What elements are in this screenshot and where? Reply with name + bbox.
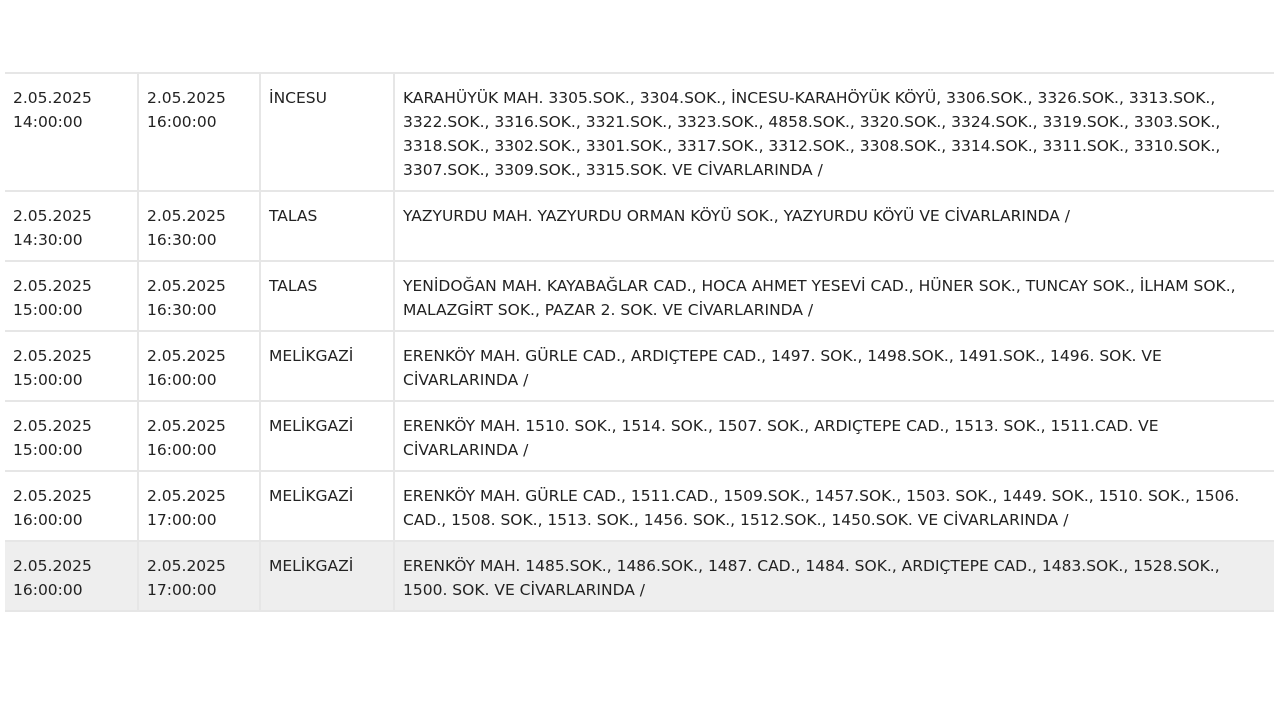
table-row — [5, 401, 1274, 471]
district-cell — [260, 191, 394, 261]
start-time: 2.05.2025 16:00:00 — [13, 487, 92, 529]
area-cell — [394, 73, 1274, 191]
end-time-cell — [138, 471, 260, 541]
table-row — [5, 73, 1274, 191]
area-cell — [394, 471, 1274, 541]
outage-table-body — [5, 73, 1274, 611]
area-cell — [394, 191, 1274, 261]
end-time: 2.05.2025 17:00:00 — [147, 487, 226, 529]
outage-table — [5, 72, 1274, 612]
start-time-cell — [5, 331, 138, 401]
table-row — [5, 331, 1274, 401]
affected-area: KARAHÜYÜK MAH. 3305.SOK., 3304.SOK., İNCESU-KARAHÖYÜK KÖYÜ, 3306.SOK., 3326.SOK., 3313.SOK., 3322.SOK., 3316.SOK., 3321.SOK., 3323.SOK., 4858.SOK., 3320.SOK., 3324.SOK., 3319.SOK., 3303.SOK., 3318.SOK., 3302.SOK., 3301.SOK., 3317.SOK., 3312.SOK., 3308.SOK., 3314.SOK., 3311.SOK., 3310.SOK., 3307.SOK., 3309.SOK., 3315.SOK. VE CİVARLARINDA / — [403, 89, 1221, 179]
affected-area: ERENKÖY MAH. GÜRLE CAD., ARDIÇTEPE CAD., 1497. SOK., 1498.SOK., 1491.SOK., 1496. SOK. VE CİVARLARINDA / — [403, 347, 1162, 389]
district-cell — [260, 331, 394, 401]
district-cell — [260, 471, 394, 541]
affected-area: ERENKÖY MAH. 1510. SOK., 1514. SOK., 1507. SOK., ARDIÇTEPE CAD., 1513. SOK., 1511.CAD. VE CİVARLARINDA / — [403, 417, 1159, 459]
table-row — [5, 191, 1274, 261]
start-time-cell — [5, 261, 138, 331]
affected-area: ERENKÖY MAH. 1485.SOK., 1486.SOK., 1487. CAD., 1484. SOK., ARDIÇTEPE CAD., 1483.SOK., 1528.SOK., 1500. SOK. VE CİVARLARINDA / — [403, 557, 1220, 599]
end-time-cell — [138, 401, 260, 471]
end-time-cell — [138, 541, 260, 611]
district-cell — [260, 261, 394, 331]
end-time: 2.05.2025 17:00:00 — [147, 557, 226, 599]
end-time: 2.05.2025 16:00:00 — [147, 347, 226, 389]
district: MELİKGAZİ — [269, 417, 354, 435]
start-time: 2.05.2025 15:00:00 — [13, 417, 92, 459]
district: TALAS — [269, 207, 318, 225]
district: MELİKGAZİ — [269, 347, 354, 365]
start-time-cell — [5, 73, 138, 191]
area-cell — [394, 401, 1274, 471]
end-time: 2.05.2025 16:30:00 — [147, 207, 226, 249]
table-row — [5, 261, 1274, 331]
start-time-cell — [5, 401, 138, 471]
end-time-cell — [138, 331, 260, 401]
start-time: 2.05.2025 15:00:00 — [13, 277, 92, 319]
district-cell — [260, 401, 394, 471]
affected-area: YENİDOĞAN MAH. KAYABAĞLAR CAD., HOCA AHMET YESEVİ CAD., HÜNER SOK., TUNCAY SOK., İLHAM SOK., MALAZGİRT SOK., PAZAR 2. SOK. VE CİVARLARINDA / — [403, 277, 1236, 319]
end-time-cell — [138, 191, 260, 261]
start-time: 2.05.2025 14:30:00 — [13, 207, 92, 249]
affected-area: ERENKÖY MAH. GÜRLE CAD., 1511.CAD., 1509.SOK., 1457.SOK., 1503. SOK., 1449. SOK., 1510. SOK., 1506. CAD., 1508. SOK., 1513. SOK., 1456. SOK., 1512.SOK., 1450.SOK. VE CİVARLARINDA / — [403, 487, 1240, 529]
end-time: 2.05.2025 16:30:00 — [147, 277, 226, 319]
start-time: 2.05.2025 14:00:00 — [13, 89, 92, 131]
affected-area: YAZYURDU MAH. YAZYURDU ORMAN KÖYÜ SOK., YAZYURDU KÖYÜ VE CİVARLARINDA / — [403, 207, 1070, 225]
area-cell — [394, 331, 1274, 401]
outage-table-container — [5, 72, 1274, 612]
start-time-cell — [5, 471, 138, 541]
district-cell — [260, 541, 394, 611]
table-row — [5, 471, 1274, 541]
district: İNCESU — [269, 89, 327, 107]
start-time-cell — [5, 541, 138, 611]
end-time-cell — [138, 73, 260, 191]
end-time: 2.05.2025 16:00:00 — [147, 89, 226, 131]
table-row-highlighted — [5, 541, 1274, 611]
district-cell — [260, 73, 394, 191]
start-time: 2.05.2025 16:00:00 — [13, 557, 92, 599]
district: MELİKGAZİ — [269, 557, 354, 575]
area-cell — [394, 541, 1274, 611]
start-time: 2.05.2025 15:00:00 — [13, 347, 92, 389]
end-time: 2.05.2025 16:00:00 — [147, 417, 226, 459]
end-time-cell — [138, 261, 260, 331]
area-cell — [394, 261, 1274, 331]
district: MELİKGAZİ — [269, 487, 354, 505]
district: TALAS — [269, 277, 318, 295]
start-time-cell — [5, 191, 138, 261]
